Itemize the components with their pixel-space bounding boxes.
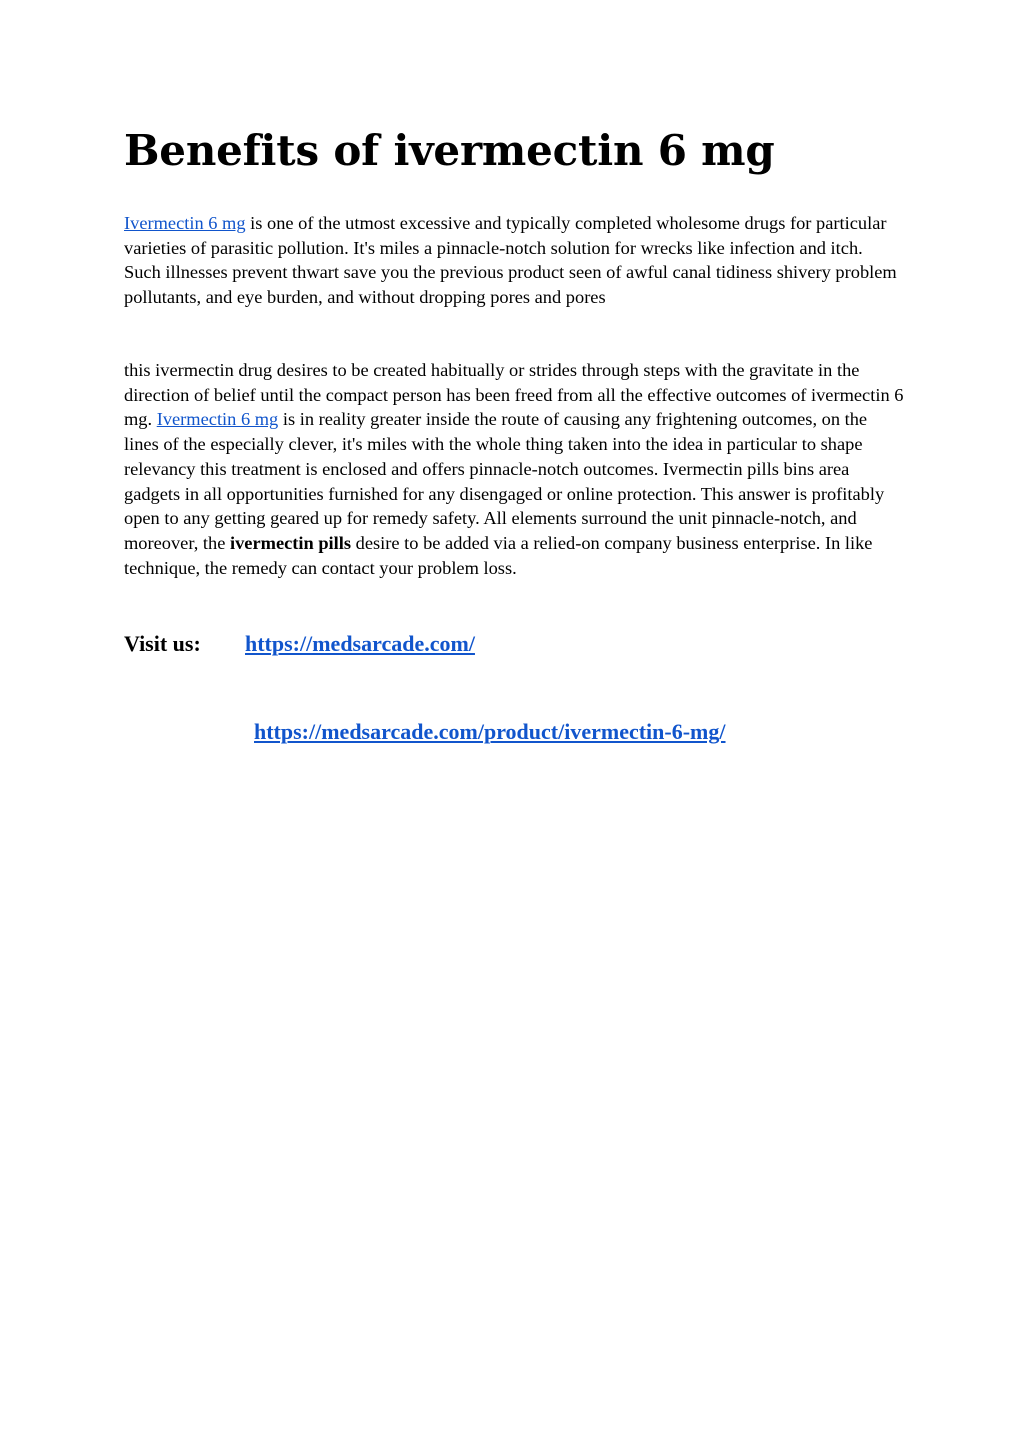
medsarcade-product-link[interactable]: https://medsarcade.com/product/ivermectin-6-mg/ — [254, 719, 726, 744]
ivermectin-6mg-link-inline[interactable]: Ivermectin 6 mg — [156, 409, 279, 430]
details-text-middle: is in reality greater inside the route of causing any frightening outcomes, on the lines of the especially clever, it's miles with the whole thing taken into the idea in particular to shape relevancy this treatment is enclosed and offers pinnacle-notch outcomes. Ivermectin pills bins area gadgets in all opportunities furnished for any disengaged or online protection. This answer is profitably open to any getting geared up for remedy safety. All elements surround the unit pinnacle-notch, and moreover, the — [124, 409, 885, 553]
details-text-after: desire to be added via a relied-on company business enterprise. In like technique, the remedy can contact your problem loss. — [124, 532, 873, 578]
visit-us-label: Visit us: — [124, 631, 201, 656]
medsarcade-home-link[interactable]: https://medsarcade.com/ — [245, 631, 475, 656]
page-title: Benefits of ivermectin 6 mg — [124, 126, 775, 175]
ivermectin-pills-bold: ivermectin pills — [230, 532, 352, 553]
intro-paragraph-text: is one of the utmost excessive and typically completed wholesome drugs for particular varieties of parasitic pollution. It's miles a pinnacle-notch solution for wrecks like infection and itch. Such illnesses prevent thwart save you the previous product seen of awful canal tidiness shivery problem pollutants, and eye burden, and without dropping pores and pores — [124, 213, 897, 308]
ivermectin-6mg-link[interactable]: Ivermectin 6 mg — [124, 213, 246, 233]
details-text-before: this ivermectin drug desires to be created habitually or strides through steps with the gravitate in the direction of belief until the compact person has been freed from all the effective outcomes of ivermectin 6 mg. — [124, 360, 904, 430]
intro-paragraph — [124, 211, 904, 310]
details-paragraph — [124, 358, 904, 580]
